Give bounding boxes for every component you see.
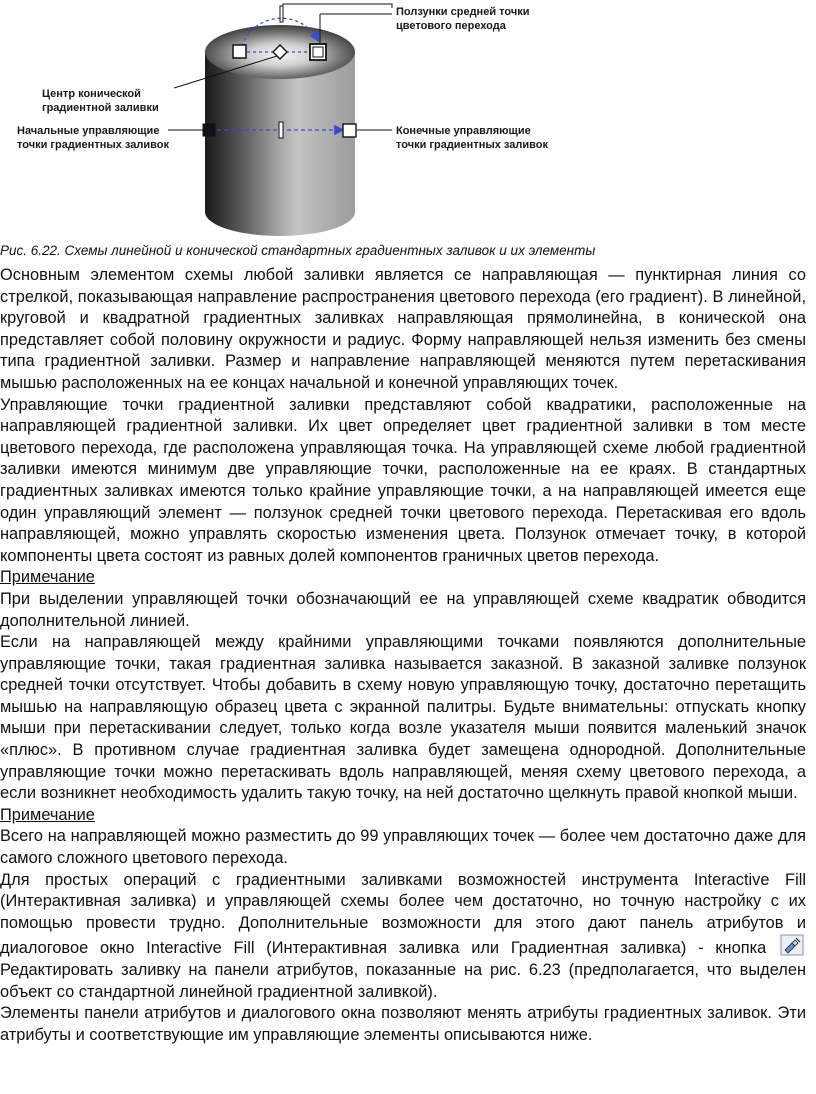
conical-midpoint-slider xyxy=(280,6,283,22)
callout-midpoint-sliders xyxy=(396,5,529,33)
paragraph-text: Для простых операций с градиентными заливками возможностей инструмента Interactive Fill (Интерактивная заливка) и управляющей схемы более чем достаточно, но точную настройку с их помощью провести трудно. Дополнительные возможности для этого дают панель атрибутов и диалоговое окно Interactive Fill (Интерактивная заливка или Градиентная заливка) - кнопка xyxy=(0,870,806,958)
figure-caption: Рис. 6.22. Схемы линейной и конической стандартных градиентных заливок и их элементы xyxy=(0,243,596,258)
linear-midpoint-slider xyxy=(279,122,283,138)
paragraph: Управляющие точки градиентной заливки представляют собой квадратики, расположенные на направляющей градиентной заливки. Их цвет определяет цвет градиентной заливки в том месте цветового перехода, где расположена управляющая точка. На управляющей схеме любой градиентной заливки имеются минимум две управляющие точки, расположенные на ее краях. В стандартных градиентных заливках имеются только крайние управляющие точки, а на направляющей имеется еще один управляющий элемент — ползунок средней точки цветового перехода. Перетаскивая его вдоль направляющей, можно управлять скоростью изменения цвета. Ползунок отмечает точку, в которой компоненты цвета состоят из равных долей компонентов граничных цветов перехода. xyxy=(0,395,806,565)
note-heading: Примечание xyxy=(0,568,95,587)
paragraph-with-icon xyxy=(0,870,806,1004)
callout-line: Центр конической xyxy=(42,88,141,100)
callout-line: цветового перехода xyxy=(396,20,506,32)
paragraph: Элементы панели атрибутов и диалогового окна позволяют менять атрибуты градиентных заливок. Эти атрибуты и соответствующие им управляющие элементы описываются ниже. xyxy=(0,1004,806,1044)
paragraph-text: Редактировать заливку на панели атрибутов, показанные на рис. 6.23 (предполагается, что выделен объект со стандартной линейной градиентной заливкой). xyxy=(0,961,806,1001)
callout-line: градиентной заливки xyxy=(42,102,159,114)
callout-start-handles xyxy=(17,124,169,152)
paragraph: Если на направляющей между крайними управляющими точками появляются дополнительные управляющие точки, такая градиентная заливка называется заказной. В заказной заливке ползунок средней точки отсутствует. Чтобы добавить в схему новую управляющую точку, достаточно перетащить мышью на направляющую образец цвета с экранной палитры. Будьте внимательны: отпускать кнопку мыши при перетаскивании следует, только когда возле указателя мыши появится маленький значок «плюс». В противном случае градиентная заливка будет замещена однородной. Дополнительные управляющие точки можно перетаскивать вдоль направляющей, меняя схему цветового перехода, а если возникнет необходимость удалить такую точку, на ней достаточно щелкнуть правой кнопкой мыши. xyxy=(0,633,806,803)
linear-end-handle xyxy=(343,124,356,137)
cylinder-body xyxy=(205,52,355,236)
paragraph: Всего на направляющей можно разместить до 99 управляющих точек — более чем достаточно даже для самого сложного цветового перехода. xyxy=(0,827,806,868)
note-heading: Примечание xyxy=(0,805,95,824)
linear-start-handle xyxy=(203,124,215,136)
edit-fill-icon xyxy=(780,934,804,956)
callout-conical-center xyxy=(42,87,159,115)
conical-start-handle xyxy=(233,45,246,58)
callout-line: точки градиентных заливок xyxy=(396,139,548,151)
callout-line: Конечные управляющие xyxy=(396,125,531,137)
paragraph: Основным элементом схемы любой заливки является се направляющая — пунктирная линия со стрелкой, показывающая направление распространения цветового перехода (его градиент). В линейной, круговой и квадратной градиентных заливках направляющая прямолинейна, в конической она представляет собой половину окружности и радиус. Форму направляющей нельзя изменить без смены типа градиентной заливки. Размер и направление направляющей меняются путем перетаскивания мышью расположенных на ее концах начальной и конечной управляющих точек. xyxy=(0,266,806,392)
cylinder-illustration xyxy=(0,0,816,240)
figure-6-22 xyxy=(0,0,816,240)
callout-line: Начальные управляющие xyxy=(17,125,160,137)
callout-line: Ползунки средней точки xyxy=(396,6,530,18)
body-text xyxy=(0,265,806,1046)
callout-end-handles xyxy=(396,124,548,152)
paragraph: При выделении управляющей точки обозначающий ее на управляющей схеме квадратик обводится дополнительной линией. xyxy=(0,589,806,630)
callout-line: точки градиентных заливок xyxy=(17,139,169,151)
